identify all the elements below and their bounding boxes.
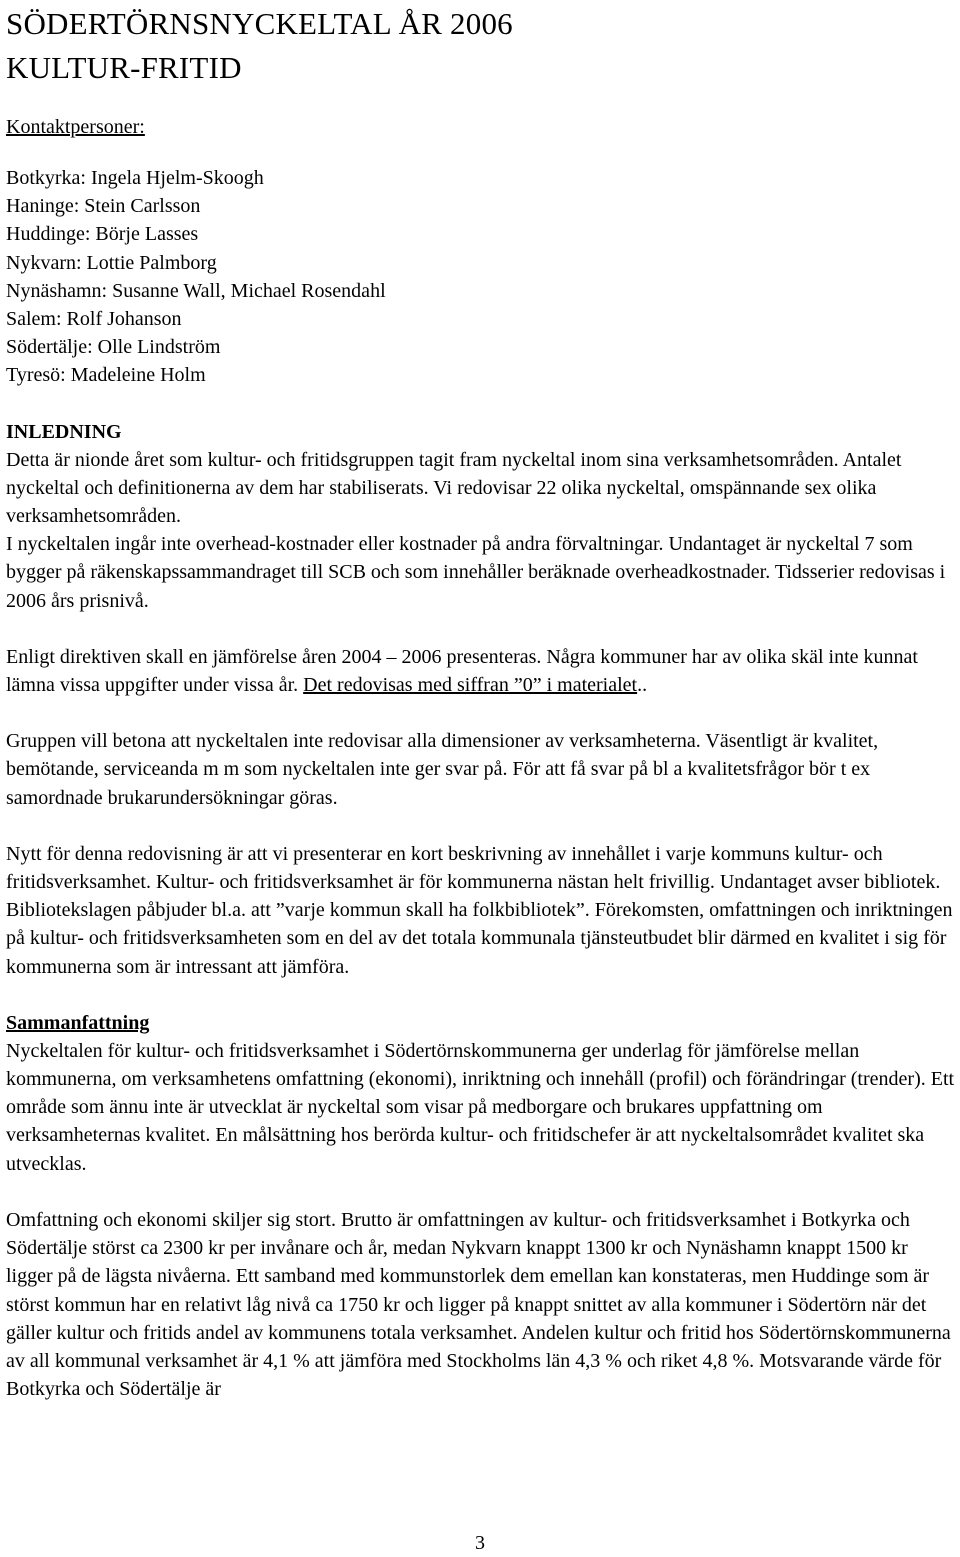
contact-item: Nykvarn: Lottie Palmborg [6, 251, 217, 274]
summary-paragraph-1: Nyckeltalen för kultur- och fritidsverksamhet i Södertörnskommunerna ger underlag för jämförelse mellan kommunerna, om verksamhetens omfattning (ekonomi), inriktning och innehåll (profil) och förändringar (trender). Ett område som ännu inte är utvecklat är nyckeltal som visar på medborgare och brukares uppfattning om verksamheternas kvalitet. En målsättning hos berörda kultur- och fritidschefer är att nyckeltalsområdet kvalitet ska utvecklas. [6, 1039, 955, 1175]
summary-paragraph-2: Omfattning och ekonomi skiljer sig stort. Brutto är omfattningen av kultur- och fritidsverksamhet i Botkyrka och Södertälje störst ca 2300 kr per invånare och år, medan Nykvarn knappt 1300 kr och Nynäshamn knappt 1500 kr ligger på de lägsta nivåerna. Ett samband med kommunstorlek dem emellan kan konstateras, men Huddinge som är störst kommun har en relativt låg nivå ca 1750 kr och ligger på knappt snittet av alla kommuner i Södertörn när det gäller kultur och fritids andel av kommunens totala verksamhet. Andelen kultur och fritid hos Södertörnskommunerna av all kommunal verksamhet är 4,1 % att jämföra med Stockholms län 4,3 % och riket 4,8 %. Motsvarande värde för Botkyrka och Södertälje är [6, 1208, 951, 1401]
intro-paragraph-4: Gruppen vill betona att nyckeltalen inte redovisar alla dimensioner av verksamheterna. Väsentligt är kvalitet, bemötande, serviceanda m m som nyckeltalen inte ger svar på. För att få svar på bl a kvalitetsfrågor bör t ex samordnade brukarundersökningar göras. [6, 730, 879, 809]
contact-item: Haninge: Stein Carlsson [6, 195, 201, 218]
contact-item: Botkyrka: Ingela Hjelm-Skoogh [6, 167, 264, 189]
intro-paragraph-3-end: .. [637, 674, 648, 697]
contact-item: Salem: Rolf Johanson [6, 308, 182, 331]
intro-paragraph-3-underlined: Det redovisas med siffran ”0” i materialet [303, 674, 638, 697]
title-line-2: KULTUR-FRITID [6, 50, 242, 85]
document-page [6, 0, 956, 1403]
intro-paragraph-1: Detta är nionde året som kultur- och fritidsgruppen tagit fram nyckeltal inom sina verksamhetsområden. Antalet nyckeltal och definitionerna av dem har stabiliserats. Vi redovisar 22 olika nyckeltal, omspännande sex olika verksamhetsområden. [6, 448, 902, 528]
intro-paragraph-2: I nyckeltalen ingår inte overhead-kostnader eller kostnader på andra förvaltningar. Undantaget är nyckeltal 7 som bygger på räkenskapssammandraget till SCB och som innehåller beräknade overheadkostnader. Tidsserier redovisas i 2006 års prisnivå. [6, 533, 946, 612]
title-line-1: SÖDERTÖRNSNYCKELTAL ÅR 2006 [6, 6, 513, 41]
intro-paragraph-5: Nytt för denna redovisning är att vi presenterar en kort beskrivning av innehållet i varje kommuns kultur- och fritidsverksamhet. Kultur- och fritidsverksamhet är för kommunerna nästan helt frivillig. Undantaget avser bibliotek. Bibliotekslagen påbjuder bl.a. att ”varje kommun skall ha folkbibliotek”. Förekomsten, omfattningen och inriktningen på kultur- och fritidsverksamheten som en del av det totala kommunala tjänsteutbudet blir därmed en kvalitet i sig för kommunerna som är intressant att jämföra. [6, 842, 953, 978]
intro-paragraph-3-text: Enligt direktiven skall en jämförelse åren 2004 – 2006 presenteras. Några kommuner har av olika skäl inte kunnat lämna vissa uppgifter under vissa år. [6, 645, 918, 697]
intro-paragraph-3 [6, 643, 956, 699]
contact-item: Södertälje: Olle Lindström [6, 336, 221, 359]
document-title [6, 0, 956, 90]
contact-item: Nynäshamn: Susanne Wall, Michael Rosendahl [6, 279, 386, 302]
contact-item: Tyresö: Madeleine Holm [6, 364, 206, 387]
intro-heading: INLEDNING [6, 420, 122, 443]
contact-item: Huddinge: Börje Lasses [6, 223, 199, 246]
summary-heading: Sammanfattning [6, 1011, 150, 1034]
contacts-heading: Kontaktpersoner: [6, 116, 145, 138]
contacts-list [6, 164, 956, 390]
page-number: 3 [475, 1532, 485, 1554]
